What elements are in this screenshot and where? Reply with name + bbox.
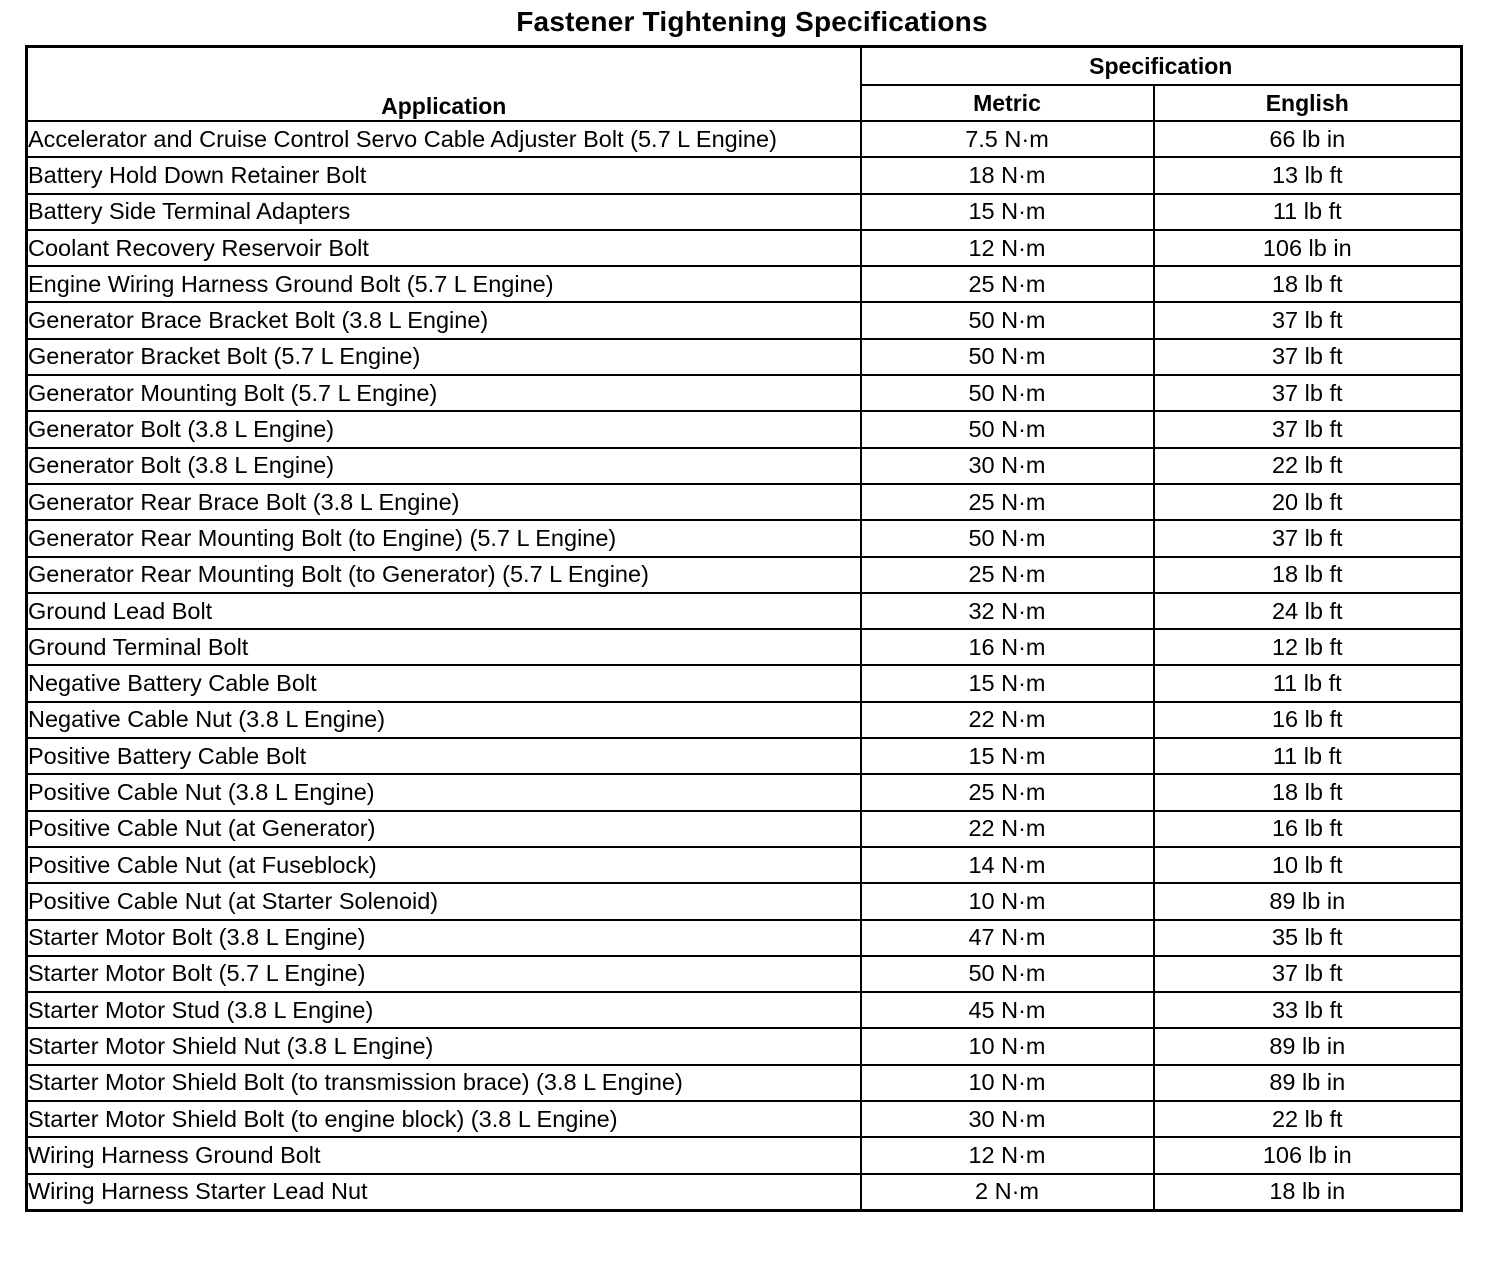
application-cell: Accelerator and Cruise Control Servo Cable Adjuster Bolt (5.7 L Engine) [27, 121, 861, 157]
metric-cell: 15 N·m [861, 665, 1154, 701]
english-cell: 37 lb ft [1154, 375, 1462, 411]
header-row-top [27, 47, 1462, 86]
table-row [27, 883, 1462, 919]
table-row [27, 411, 1462, 447]
english-cell: 37 lb ft [1154, 302, 1462, 338]
english-cell: 66 lb in [1154, 121, 1462, 157]
application-cell: Coolant Recovery Reservoir Bolt [27, 230, 861, 266]
table-row [27, 557, 1462, 593]
table-row [27, 448, 1462, 484]
metric-cell: 16 N·m [861, 629, 1154, 665]
metric-header: Metric [861, 85, 1154, 121]
metric-cell: 12 N·m [861, 1137, 1154, 1173]
english-cell: 18 lb in [1154, 1174, 1462, 1211]
english-cell: 33 lb ft [1154, 992, 1462, 1028]
table-row [27, 230, 1462, 266]
metric-cell: 22 N·m [861, 702, 1154, 738]
application-cell: Engine Wiring Harness Ground Bolt (5.7 L Engine) [27, 266, 861, 302]
metric-cell: 10 N·m [861, 883, 1154, 919]
metric-cell: 47 N·m [861, 920, 1154, 956]
table-row [27, 484, 1462, 520]
application-cell: Negative Cable Nut (3.8 L Engine) [27, 702, 861, 738]
english-cell: 22 lb ft [1154, 1101, 1462, 1137]
metric-cell: 50 N·m [861, 956, 1154, 992]
application-cell: Ground Terminal Bolt [27, 629, 861, 665]
table-row [27, 665, 1462, 701]
english-cell: 16 lb ft [1154, 702, 1462, 738]
fastener-spec-table [25, 45, 1463, 1212]
table-row [27, 1137, 1462, 1173]
table-row [27, 266, 1462, 302]
application-cell: Starter Motor Shield Bolt (to transmission brace) (3.8 L Engine) [27, 1065, 861, 1101]
table-row [27, 520, 1462, 556]
table-row [27, 194, 1462, 230]
table-row [27, 956, 1462, 992]
table-row [27, 774, 1462, 810]
application-cell: Positive Battery Cable Bolt [27, 738, 861, 774]
application-cell: Generator Bracket Bolt (5.7 L Engine) [27, 339, 861, 375]
english-cell: 22 lb ft [1154, 448, 1462, 484]
metric-cell: 32 N·m [861, 593, 1154, 629]
english-cell: 106 lb in [1154, 230, 1462, 266]
application-cell: Wiring Harness Starter Lead Nut [27, 1174, 861, 1211]
metric-cell: 50 N·m [861, 375, 1154, 411]
english-cell: 18 lb ft [1154, 774, 1462, 810]
metric-cell: 18 N·m [861, 157, 1154, 193]
english-header: English [1154, 85, 1462, 121]
english-cell: 37 lb ft [1154, 520, 1462, 556]
english-cell: 12 lb ft [1154, 629, 1462, 665]
english-cell: 37 lb ft [1154, 956, 1462, 992]
table-row [27, 811, 1462, 847]
english-cell: 11 lb ft [1154, 194, 1462, 230]
metric-cell: 15 N·m [861, 738, 1154, 774]
english-cell: 24 lb ft [1154, 593, 1462, 629]
metric-cell: 25 N·m [861, 484, 1154, 520]
english-cell: 11 lb ft [1154, 665, 1462, 701]
table-row [27, 847, 1462, 883]
application-cell: Generator Brace Bracket Bolt (3.8 L Engine) [27, 302, 861, 338]
english-cell: 10 lb ft [1154, 847, 1462, 883]
english-cell: 89 lb in [1154, 1028, 1462, 1064]
english-cell: 18 lb ft [1154, 266, 1462, 302]
application-cell: Starter Motor Bolt (5.7 L Engine) [27, 956, 861, 992]
metric-cell: 25 N·m [861, 774, 1154, 810]
english-cell: 37 lb ft [1154, 339, 1462, 375]
table-row [27, 1174, 1462, 1211]
application-cell: Generator Bolt (3.8 L Engine) [27, 448, 861, 484]
metric-cell: 12 N·m [861, 230, 1154, 266]
application-cell: Starter Motor Bolt (3.8 L Engine) [27, 920, 861, 956]
specification-header: Specification [861, 47, 1462, 86]
table-row [27, 992, 1462, 1028]
metric-cell: 30 N·m [861, 1101, 1154, 1137]
metric-cell: 30 N·m [861, 448, 1154, 484]
english-cell: 16 lb ft [1154, 811, 1462, 847]
table-body [27, 121, 1462, 1210]
application-cell: Generator Mounting Bolt (5.7 L Engine) [27, 375, 861, 411]
english-cell: 89 lb in [1154, 1065, 1462, 1101]
metric-cell: 22 N·m [861, 811, 1154, 847]
application-cell: Starter Motor Shield Bolt (to engine block) (3.8 L Engine) [27, 1101, 861, 1137]
metric-cell: 15 N·m [861, 194, 1154, 230]
table-row [27, 121, 1462, 157]
application-cell: Battery Side Terminal Adapters [27, 194, 861, 230]
metric-cell: 45 N·m [861, 992, 1154, 1028]
table-row [27, 702, 1462, 738]
table-row [27, 339, 1462, 375]
metric-cell: 50 N·m [861, 520, 1154, 556]
application-cell: Battery Hold Down Retainer Bolt [27, 157, 861, 193]
application-cell: Positive Cable Nut (3.8 L Engine) [27, 774, 861, 810]
metric-cell: 25 N·m [861, 266, 1154, 302]
english-cell: 35 lb ft [1154, 920, 1462, 956]
english-cell: 11 lb ft [1154, 738, 1462, 774]
application-cell: Positive Cable Nut (at Generator) [27, 811, 861, 847]
metric-cell: 2 N·m [861, 1174, 1154, 1211]
application-cell: Generator Rear Brace Bolt (3.8 L Engine) [27, 484, 861, 520]
table-title: Fastener Tightening Specifications [516, 6, 988, 37]
metric-cell: 50 N·m [861, 302, 1154, 338]
application-cell: Wiring Harness Ground Bolt [27, 1137, 861, 1173]
application-cell: Generator Rear Mounting Bolt (to Engine) (5.7 L Engine) [27, 520, 861, 556]
table-row [27, 1065, 1462, 1101]
table-row [27, 157, 1462, 193]
application-cell: Positive Cable Nut (at Fuseblock) [27, 847, 861, 883]
metric-cell: 7.5 N·m [861, 121, 1154, 157]
table-row [27, 1101, 1462, 1137]
metric-cell: 50 N·m [861, 339, 1154, 375]
english-cell: 18 lb ft [1154, 557, 1462, 593]
application-cell: Positive Cable Nut (at Starter Solenoid) [27, 883, 861, 919]
application-cell: Generator Bolt (3.8 L Engine) [27, 411, 861, 447]
metric-cell: 25 N·m [861, 557, 1154, 593]
table-row [27, 920, 1462, 956]
metric-cell: 10 N·m [861, 1065, 1154, 1101]
table-row [27, 738, 1462, 774]
english-cell: 20 lb ft [1154, 484, 1462, 520]
application-cell: Generator Rear Mounting Bolt (to Generator) (5.7 L Engine) [27, 557, 861, 593]
table-row [27, 375, 1462, 411]
table-row [27, 593, 1462, 629]
table-row [27, 629, 1462, 665]
application-cell: Starter Motor Stud (3.8 L Engine) [27, 992, 861, 1028]
english-cell: 37 lb ft [1154, 411, 1462, 447]
metric-cell: 14 N·m [861, 847, 1154, 883]
application-cell: Ground Lead Bolt [27, 593, 861, 629]
application-header: Application [27, 47, 861, 122]
metric-cell: 10 N·m [861, 1028, 1154, 1064]
application-cell: Starter Motor Shield Nut (3.8 L Engine) [27, 1028, 861, 1064]
english-cell: 89 lb in [1154, 883, 1462, 919]
table-row [27, 1028, 1462, 1064]
metric-cell: 50 N·m [861, 411, 1154, 447]
table-row [27, 302, 1462, 338]
english-cell: 13 lb ft [1154, 157, 1462, 193]
english-cell: 106 lb in [1154, 1137, 1462, 1173]
application-cell: Negative Battery Cable Bolt [27, 665, 861, 701]
